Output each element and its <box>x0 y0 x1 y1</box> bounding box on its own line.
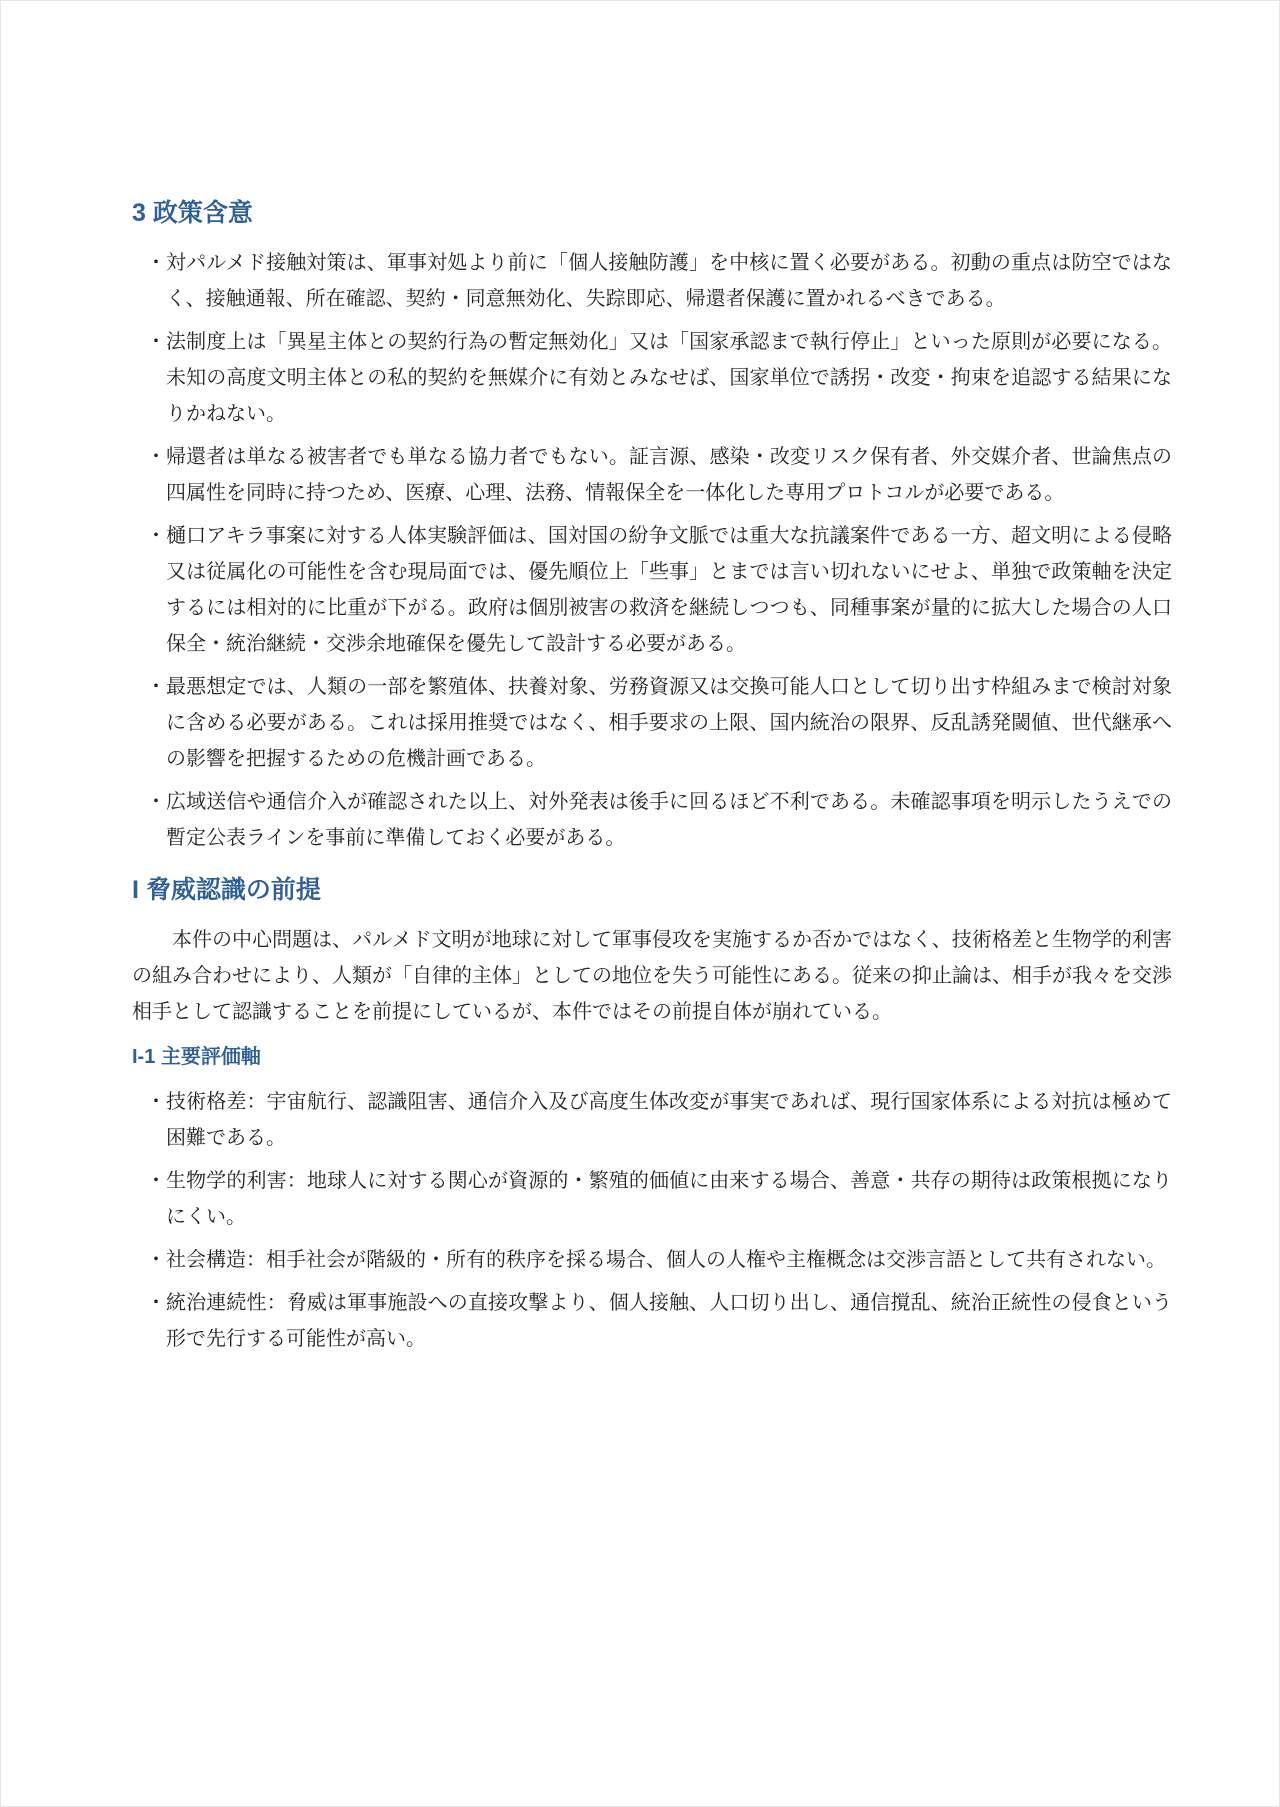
policy-bullet-list <box>132 244 1172 855</box>
bullet-marker: ・ <box>146 329 166 353</box>
bullet-marker: ・ <box>146 674 166 698</box>
bullet-text: 統治連続性：脅威は軍事施設への直接攻撃より、個人接触、人口切り出し、通信撹乱、統治正統性の侵食という形で先行する可能性が高い。 <box>166 1290 1172 1350</box>
bullet-text: 樋口アキラ事案に対する人体実験評価は、国対国の紛争文脈では重大な抗議案件である一方、超文明による侵略又は従属化の可能性を含む現局面では、優先順位上「些事」とまでは言い切れないにせよ、単独で政策軸を決定するには相対的に比重が下がる。政府は個別被害の救済を継続しつつも、同種事案が量的に拡大した場合の人口保全・統治継続・交渉余地確保を優先して設計する必要がある。 <box>166 523 1172 655</box>
list-item <box>132 1284 1172 1356</box>
list-item <box>132 668 1172 776</box>
list-item <box>132 438 1172 510</box>
section-heading-policy-implications: 3 政策含意 <box>132 199 253 227</box>
evaluation-axes-list <box>132 1083 1172 1356</box>
page-content <box>132 196 1172 1363</box>
bullet-text: 法制度上は「異星主体との契約行為の暫定無効化」又は「国家承認まで執行停止」といった原則が必要になる。未知の高度文明主体との私的契約を無媒介に有効とみなせば、国家単位で誘拐・改変・拘束を追認する結果になりかねない。 <box>166 329 1172 425</box>
bullet-marker: ・ <box>146 1089 166 1113</box>
section-heading-threat-premise: I 脅威認識の前提 <box>132 876 321 904</box>
bullet-text: 社会構造：相手社会が階級的・所有的秩序を採る場合、個人の人権や主権概念は交渉言語として共有されない。 <box>166 1247 1166 1271</box>
bullet-text: 最悪想定では、人類の一部を繁殖体、扶養対象、労務資源又は交換可能人口として切り出す枠組みまで検討対象に含める必要がある。これは採用推奨ではなく、相手要求の上限、国内統治の限界、反乱誘発閾値、世代継承への影響を把握するための危機計画である。 <box>166 674 1172 770</box>
bullet-text: 生物学的利害：地球人に対する関心が資源的・繁殖的価値に由来する場合、善意・共存の期待は政策根拠になりにくい。 <box>166 1168 1172 1228</box>
subsection-heading-evaluation-axes: I-1 主要評価軸 <box>132 1046 261 1068</box>
bullet-text: 対パルメド接触対策は、軍事対処より前に「個人接触防護」を中核に置く必要がある。初動の重点は防空ではなく、接触通報、所在確認、契約・同意無効化、失踪即応、帰還者保護に置かれるべきである。 <box>166 250 1172 310</box>
list-item <box>132 244 1172 316</box>
bullet-marker: ・ <box>146 444 166 468</box>
bullet-marker: ・ <box>146 523 166 547</box>
bullet-text: 帰還者は単なる被害者でも単なる協力者でもない。証言源、感染・改変リスク保有者、外交媒介者、世論焦点の四属性を同時に持つため、医療、心理、法務、情報保全を一体化した専用プロトコルが必要である。 <box>166 444 1172 504</box>
list-item <box>132 1083 1172 1155</box>
bullet-marker: ・ <box>146 1247 166 1271</box>
list-item <box>132 517 1172 661</box>
list-item <box>132 323 1172 431</box>
list-item <box>132 783 1172 855</box>
threat-paragraph: 本件の中心問題は、パルメド文明が地球に対して軍事侵攻を実施するか否かではなく、技術格差と生物学的利害の組み合わせにより、人類が「自律的主体」としての地位を失う可能性にある。従来の抑止論は、相手が我々を交渉相手として認識することを前提にしているが、本件ではその前提自体が崩れている。 <box>132 927 1172 1023</box>
list-item <box>132 1241 1172 1277</box>
bullet-marker: ・ <box>146 789 166 813</box>
bullet-text: 技術格差：宇宙航行、認識阻害、通信介入及び高度生体改変が事実であれば、現行国家体系による対抗は極めて困難である。 <box>166 1089 1172 1149</box>
bullet-text: 広域送信や通信介入が確認された以上、対外発表は後手に回るほど不利である。未確認事項を明示したうえでの暫定公表ラインを事前に準備しておく必要がある。 <box>166 789 1172 849</box>
list-item <box>132 1162 1172 1234</box>
bullet-marker: ・ <box>146 1290 166 1314</box>
bullet-marker: ・ <box>146 250 166 274</box>
bullet-marker: ・ <box>146 1168 166 1192</box>
